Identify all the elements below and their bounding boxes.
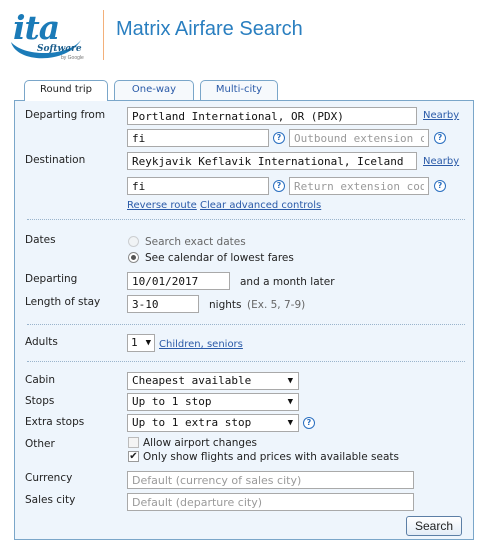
length-of-stay-label: Length of stay [25, 296, 101, 308]
chevron-down-icon: ▼ [145, 338, 151, 348]
length-of-stay-hint: (Ex. 5, 7-9) [247, 299, 306, 311]
app-header [0, 0, 488, 72]
sales-city-input[interactable] [127, 493, 414, 511]
section-divider [27, 219, 465, 220]
dates-label: Dates [25, 234, 56, 246]
stops-label: Stops [25, 395, 55, 407]
section-divider [27, 361, 465, 362]
adults-select[interactable] [127, 334, 155, 352]
search-button[interactable]: Search [406, 516, 462, 536]
reverse-route-link[interactable]: Reverse route [127, 200, 197, 211]
departing-date-input[interactable] [127, 272, 230, 290]
destination-input[interactable] [127, 152, 417, 170]
search-exact-dates-radio[interactable] [128, 236, 139, 247]
cabin-select[interactable] [127, 372, 299, 390]
adults-select-value: 1 [131, 336, 138, 349]
extra-stops-help-icon[interactable]: ? [303, 417, 315, 429]
return-routing-input[interactable] [127, 177, 269, 195]
tab-one-way[interactable]: One-way [114, 80, 194, 100]
header-divider [103, 10, 104, 60]
allow-airport-changes-checkbox[interactable] [128, 437, 139, 448]
extension-help-icon[interactable]: ? [434, 180, 446, 192]
section-divider [27, 324, 465, 325]
tab-multi-city[interactable]: Multi-city [200, 80, 278, 100]
departing-suffix-text: and a month later [240, 276, 335, 288]
departing-from-label: Departing from [25, 109, 106, 121]
departing-nearby-link[interactable]: Nearby [423, 110, 460, 121]
tab-round-trip[interactable]: Round trip [24, 80, 108, 101]
extension-help-icon[interactable]: ? [434, 132, 446, 144]
extra-stops-label: Extra stops [25, 416, 85, 428]
logo-subtitle: Software [37, 44, 82, 54]
stops-select-value: Up to 1 stop [132, 395, 212, 408]
extra-stops-select[interactable] [127, 414, 299, 432]
adults-label: Adults [25, 336, 58, 348]
outbound-routing-input[interactable] [127, 129, 269, 147]
chevron-down-icon: ▼ [287, 376, 293, 386]
calendar-lowest-fares-radio[interactable] [128, 252, 139, 263]
departing-label: Departing [25, 273, 78, 285]
ita-software-logo [7, 6, 87, 64]
sales-city-label: Sales city [25, 494, 76, 506]
return-extension-input[interactable] [289, 177, 429, 195]
children-seniors-link[interactable]: Children, seniors [159, 339, 243, 350]
departing-from-input[interactable] [127, 107, 417, 125]
logo-wordmark: ita [13, 8, 60, 47]
available-seats-checkbox[interactable]: ✔ [129, 451, 138, 462]
search-exact-dates-label: Search exact dates [145, 236, 246, 248]
cabin-label: Cabin [25, 374, 56, 386]
nights-unit-label: nights [209, 299, 242, 311]
currency-label: Currency [25, 472, 73, 484]
chevron-down-icon: ▼ [287, 418, 293, 428]
clear-advanced-controls-link[interactable]: Clear advanced controls [200, 200, 322, 211]
extra-stops-select-value: Up to 1 extra stop [132, 416, 252, 429]
routing-help-icon[interactable]: ? [273, 180, 285, 192]
length-of-stay-input[interactable] [127, 295, 199, 313]
routing-help-icon[interactable]: ? [273, 132, 285, 144]
destination-label: Destination [25, 154, 86, 166]
search-form-panel [14, 100, 474, 540]
chevron-down-icon: ▼ [287, 397, 293, 407]
page-title: Matrix Airfare Search [116, 18, 303, 40]
logo-by-google: by Google [61, 55, 84, 61]
destination-nearby-link[interactable]: Nearby [423, 156, 460, 167]
currency-input[interactable] [127, 471, 414, 489]
calendar-lowest-fares-label: See calendar of lowest fares [145, 252, 294, 264]
outbound-extension-input[interactable] [289, 129, 429, 147]
other-label: Other [25, 438, 55, 450]
cabin-select-value: Cheapest available [132, 374, 252, 387]
allow-airport-changes-label: Allow airport changes [143, 437, 258, 449]
available-seats-label: Only show flights and prices with available seats [143, 451, 399, 463]
stops-select[interactable] [127, 393, 299, 411]
